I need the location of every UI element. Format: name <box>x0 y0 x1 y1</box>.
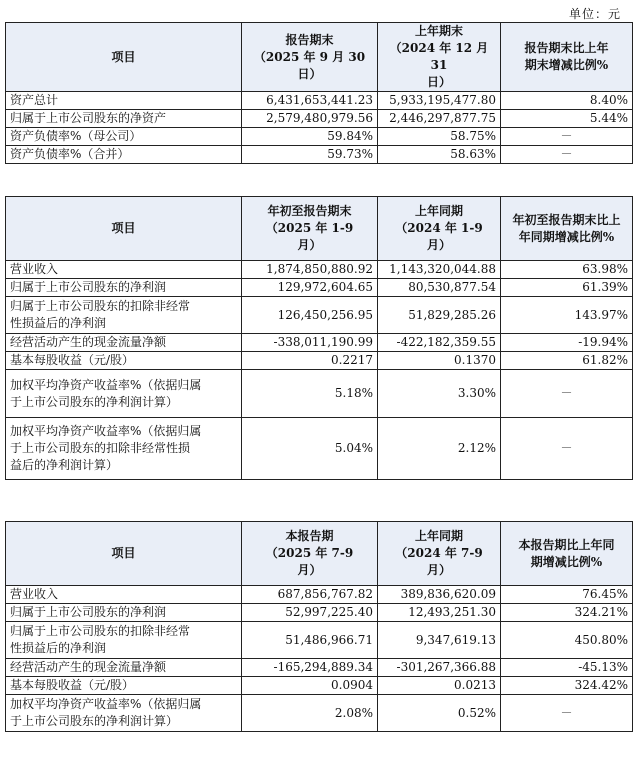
table-row <box>6 146 633 164</box>
table-row <box>6 418 633 480</box>
cell-value: 59.84% <box>242 128 378 146</box>
table-row <box>6 297 633 334</box>
cell-value: 5,933,195,477.80 <box>378 92 501 110</box>
table-row <box>6 279 633 297</box>
column-header: 报告期末比上年 期末增减比例% <box>501 23 633 92</box>
table-row <box>6 128 633 146</box>
cell-value: -301,267,366.88 <box>378 659 501 677</box>
cell-value: 80,530,877.54 <box>378 279 501 297</box>
table-row <box>6 677 633 695</box>
row-label: 归属于上市公司股东的扣除非经常 性损益后的净利润 <box>6 622 242 659</box>
row-label: 营业收入 <box>6 261 242 279</box>
column-header-item: 项目 <box>6 197 242 261</box>
cell-value: -338,011,190.99 <box>242 334 378 352</box>
cell-value: 0.0904 <box>242 677 378 695</box>
table-row <box>6 334 633 352</box>
balance-sheet-table <box>5 22 633 164</box>
row-label: 基本每股收益（元/股） <box>6 677 242 695</box>
cell-value: － <box>501 418 633 480</box>
cell-value: 58.75% <box>378 128 501 146</box>
cell-value: 0.2217 <box>242 352 378 370</box>
cell-value: 450.80% <box>501 622 633 659</box>
column-header: 上年同期 （2024 年 1-9 月） <box>378 197 501 261</box>
cell-value: 61.82% <box>501 352 633 370</box>
table-row <box>6 659 633 677</box>
row-label: 经营活动产生的现金流量净额 <box>6 659 242 677</box>
cell-value: 8.40% <box>501 92 633 110</box>
cell-value: 76.45% <box>501 586 633 604</box>
row-label: 归属于上市公司股东的净资产 <box>6 110 242 128</box>
cell-value: 5.18% <box>242 370 378 418</box>
cell-value: 324.21% <box>501 604 633 622</box>
table-row <box>6 622 633 659</box>
cell-value: 2.12% <box>378 418 501 480</box>
column-header-item: 项目 <box>6 522 242 586</box>
table-row <box>6 261 633 279</box>
row-label: 归属于上市公司股东的净利润 <box>6 279 242 297</box>
column-header: 本报告期比上年同 期增减比例% <box>501 522 633 586</box>
cell-value: 1,874,850,880.92 <box>242 261 378 279</box>
cell-value: 3.30% <box>378 370 501 418</box>
cell-value: 143.97% <box>501 297 633 334</box>
cell-value: -165,294,889.34 <box>242 659 378 677</box>
table-row <box>6 695 633 732</box>
cell-value: 0.0213 <box>378 677 501 695</box>
cell-value: 6,431,653,441.23 <box>242 92 378 110</box>
cell-value: － <box>501 370 633 418</box>
cell-value: 5.44% <box>501 110 633 128</box>
table-header-row <box>6 23 633 92</box>
column-header: 年初至报告期末比上 年同期增减比例% <box>501 197 633 261</box>
row-label: 资产总计 <box>6 92 242 110</box>
table-row <box>6 110 633 128</box>
cell-value: 58.63% <box>378 146 501 164</box>
cell-value: 51,829,285.26 <box>378 297 501 334</box>
cell-value: 126,450,256.95 <box>242 297 378 334</box>
cell-value: 12,493,251.30 <box>378 604 501 622</box>
cell-value: 389,836,620.09 <box>378 586 501 604</box>
cell-value: 0.1370 <box>378 352 501 370</box>
quarter-performance-table <box>5 521 633 732</box>
column-header: 上年期末 （2024 年 12 月 31 日） <box>378 23 501 92</box>
table-row <box>6 586 633 604</box>
row-label: 归属于上市公司股东的净利润 <box>6 604 242 622</box>
cell-value: -19.94% <box>501 334 633 352</box>
cell-value: 2,446,297,877.75 <box>378 110 501 128</box>
row-label: 加权平均净资产收益率%（依据归属 于上市公司股东的净利润计算） <box>6 370 242 418</box>
column-header-item: 项目 <box>6 23 242 92</box>
cell-value: 687,856,767.82 <box>242 586 378 604</box>
cell-value: － <box>501 128 633 146</box>
column-header: 报告期末 （2025 年 9 月 30 日） <box>242 23 378 92</box>
cell-value: 2,579,480,979.56 <box>242 110 378 128</box>
cell-value: 59.73% <box>242 146 378 164</box>
column-header: 上年同期 （2024 年 7-9 月） <box>378 522 501 586</box>
column-header: 本报告期 （2025 年 7-9 月） <box>242 522 378 586</box>
cell-value: 63.98% <box>501 261 633 279</box>
cell-value: 129,972,604.65 <box>242 279 378 297</box>
row-label: 资产负债率%（合并） <box>6 146 242 164</box>
row-label: 基本每股收益（元/股） <box>6 352 242 370</box>
cell-value: 61.39% <box>501 279 633 297</box>
cell-value: 0.52% <box>378 695 501 732</box>
ytd-performance-table <box>5 196 633 480</box>
row-label: 营业收入 <box>6 586 242 604</box>
cell-value: 52,997,225.40 <box>242 604 378 622</box>
table-row <box>6 352 633 370</box>
cell-value: － <box>501 695 633 732</box>
table-row <box>6 370 633 418</box>
cell-value: 1,143,320,044.88 <box>378 261 501 279</box>
row-label: 经营活动产生的现金流量净额 <box>6 334 242 352</box>
cell-value: -45.13% <box>501 659 633 677</box>
table-header-row <box>6 197 633 261</box>
table-row <box>6 92 633 110</box>
cell-value: 2.08% <box>242 695 378 732</box>
cell-value: 324.42% <box>501 677 633 695</box>
row-label: 加权平均净资产收益率%（依据归属 于上市公司股东的净利润计算） <box>6 695 242 732</box>
unit-label: 单位：元 <box>569 7 622 21</box>
cell-value: 5.04% <box>242 418 378 480</box>
column-header: 年初至报告期末 （2025 年 1-9 月） <box>242 197 378 261</box>
table-row <box>6 604 633 622</box>
cell-value: -422,182,359.55 <box>378 334 501 352</box>
row-label: 归属于上市公司股东的扣除非经常 性损益后的净利润 <box>6 297 242 334</box>
table-header-row <box>6 522 633 586</box>
cell-value: 51,486,966.71 <box>242 622 378 659</box>
cell-value: － <box>501 146 633 164</box>
row-label: 加权平均净资产收益率%（依据归属 于上市公司股东的扣除非经常性损 益后的净利润计算） <box>6 418 242 480</box>
row-label: 资产负债率%（母公司） <box>6 128 242 146</box>
cell-value: 9,347,619.13 <box>378 622 501 659</box>
